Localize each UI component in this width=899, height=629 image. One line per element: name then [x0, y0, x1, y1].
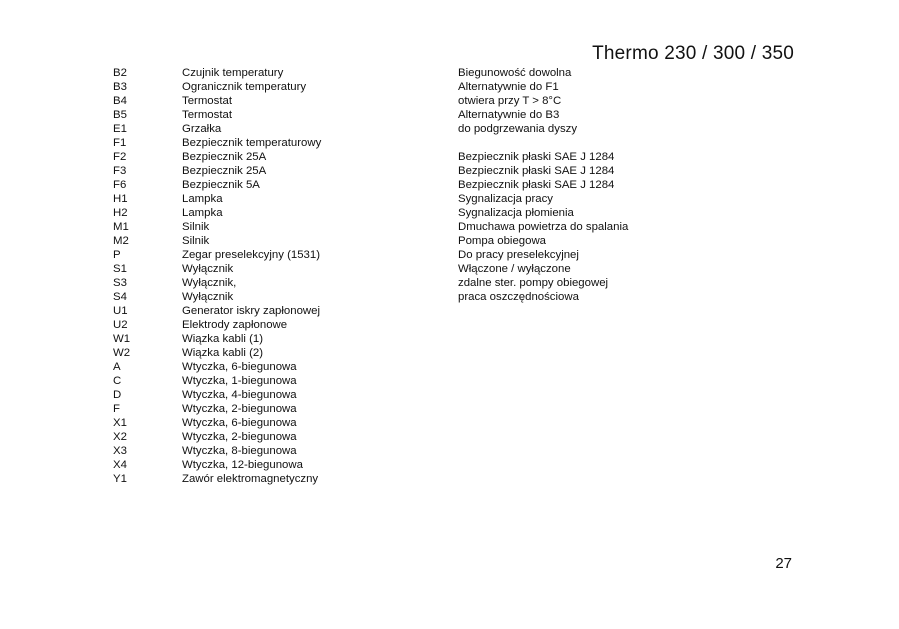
component-description: Silnik	[182, 235, 210, 247]
component-note: Włączone / wyłączone	[458, 263, 571, 275]
component-description: Wyłącznik	[182, 263, 234, 275]
component-code: H1	[113, 193, 128, 205]
component-code: U1	[113, 305, 128, 317]
component-description: Zegar preselekcyjny (1531)	[182, 249, 321, 261]
component-description: Wtyczka, 12-biegunowa	[182, 459, 303, 471]
component-note: Bezpiecznik płaski SAE J 1284	[458, 165, 615, 177]
component-code: X3	[113, 445, 127, 457]
component-description: Termostat	[182, 95, 233, 107]
legend-row	[113, 374, 673, 388]
component-description: Wyłącznik,	[182, 277, 237, 289]
component-description: Grzałka	[182, 123, 222, 135]
component-description: Bezpiecznik temperaturowy	[182, 137, 322, 149]
page-title: Thermo 230 / 300 / 350	[592, 43, 794, 64]
component-note: Sygnalizacja płomienia	[458, 207, 574, 219]
legend-row	[113, 206, 673, 220]
legend-row	[113, 108, 673, 122]
component-code: W2	[113, 347, 131, 359]
component-description: Zawór elektromagnetyczny	[182, 473, 319, 485]
component-code: X1	[113, 417, 127, 429]
component-code: X2	[113, 431, 127, 443]
component-code: S3	[113, 277, 127, 289]
legend-row	[113, 164, 673, 178]
legend-row	[113, 276, 673, 290]
legend-row	[113, 290, 673, 304]
component-code: F	[113, 403, 120, 415]
legend-row	[113, 304, 673, 318]
component-note: Alternatywnie do F1	[458, 81, 559, 93]
legend-row	[113, 136, 673, 150]
component-code: F3	[113, 165, 127, 177]
page-number: 27	[775, 555, 792, 572]
legend-row	[113, 402, 673, 416]
component-note: do podgrzewania dyszy	[458, 123, 578, 135]
component-note: Alternatywnie do B3	[458, 109, 560, 121]
component-note: Do pracy preselekcyjnej	[458, 249, 579, 261]
component-description: Czujnik temperatury	[182, 67, 284, 79]
component-description: Wiązka kabli (1)	[182, 333, 264, 345]
component-description: Wtyczka, 1-biegunowa	[182, 375, 297, 387]
component-legend	[113, 66, 673, 486]
component-description: Ogranicznik temperatury	[182, 81, 307, 93]
component-code: F6	[113, 179, 127, 191]
component-description: Wiązka kabli (2)	[182, 347, 264, 359]
component-description: Bezpiecznik 25A	[182, 151, 267, 163]
component-code: E1	[113, 123, 127, 135]
legend-row	[113, 472, 673, 486]
component-code: B2	[113, 67, 127, 79]
component-note: Dmuchawa powietrza do spalania	[458, 221, 629, 233]
component-note: otwiera przy T > 8°C	[458, 95, 562, 107]
component-code: U2	[113, 319, 128, 331]
legend-row	[113, 122, 673, 136]
component-description: Lampka	[182, 207, 223, 219]
component-description: Wtyczka, 2-biegunowa	[182, 403, 297, 415]
component-code: S1	[113, 263, 127, 275]
legend-row	[113, 360, 673, 374]
component-code: A	[113, 361, 121, 373]
legend-row	[113, 150, 673, 164]
component-note: Bezpiecznik płaski SAE J 1284	[458, 179, 615, 191]
component-code: S4	[113, 291, 127, 303]
component-code: B3	[113, 81, 127, 93]
component-note: Sygnalizacja pracy	[458, 193, 553, 205]
component-code: W1	[113, 333, 131, 345]
legend-row	[113, 262, 673, 276]
component-note: zdalne ster. pompy obiegowej	[458, 277, 609, 289]
component-description: Termostat	[182, 109, 233, 121]
component-note: Biegunowość dowolna	[458, 67, 572, 79]
component-code: P	[113, 249, 121, 261]
legend-row	[113, 80, 673, 94]
legend-row	[113, 220, 673, 234]
component-description: Wtyczka, 6-biegunowa	[182, 361, 297, 373]
component-description: Wtyczka, 6-biegunowa	[182, 417, 297, 429]
component-code: B4	[113, 95, 127, 107]
component-description: Bezpiecznik 5A	[182, 179, 260, 191]
legend-row	[113, 458, 673, 472]
component-description: Generator iskry zapłonowej	[182, 305, 321, 317]
component-code: Y1	[113, 473, 127, 485]
legend-row	[113, 66, 673, 80]
component-code: D	[113, 389, 122, 401]
component-code: B5	[113, 109, 127, 121]
component-description: Wyłącznik	[182, 291, 234, 303]
legend-row	[113, 444, 673, 458]
component-code: X4	[113, 459, 127, 471]
legend-row	[113, 332, 673, 346]
component-code: H2	[113, 207, 128, 219]
component-code: M2	[113, 235, 129, 247]
component-description: Elektrody zapłonowe	[182, 319, 288, 331]
legend-row	[113, 192, 673, 206]
component-description: Silnik	[182, 221, 210, 233]
component-description: Bezpiecznik 25A	[182, 165, 267, 177]
component-code: F1	[113, 137, 127, 149]
component-note: Pompa obiegowa	[458, 235, 547, 247]
component-code: M1	[113, 221, 129, 233]
component-note: praca oszczędnościowa	[458, 291, 579, 303]
component-code: F2	[113, 151, 127, 163]
legend-row	[113, 388, 673, 402]
legend-row	[113, 346, 673, 360]
legend-row	[113, 234, 673, 248]
component-code: C	[113, 375, 122, 387]
component-note: Bezpiecznik płaski SAE J 1284	[458, 151, 615, 163]
legend-row	[113, 430, 673, 444]
component-description: Lampka	[182, 193, 223, 205]
component-description: Wtyczka, 2-biegunowa	[182, 431, 297, 443]
legend-row	[113, 318, 673, 332]
legend-row	[113, 416, 673, 430]
legend-row	[113, 94, 673, 108]
legend-row	[113, 178, 673, 192]
legend-row	[113, 248, 673, 262]
component-description: Wtyczka, 8-biegunowa	[182, 445, 297, 457]
component-description: Wtyczka, 4-biegunowa	[182, 389, 297, 401]
